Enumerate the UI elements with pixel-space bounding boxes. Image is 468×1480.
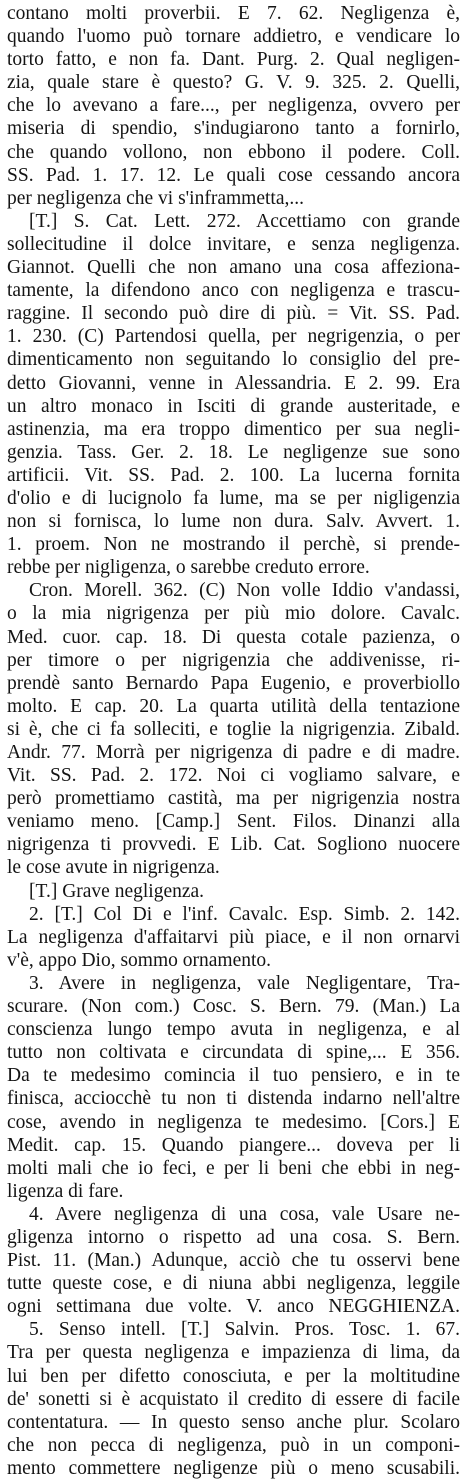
text-line: 3. Avere in negligenza, vale Negligentare, Tra-	[29, 972, 460, 994]
text-line: genzia. Tass. Ger. 2. 18. Le negligenze sue sono	[7, 441, 460, 463]
text-line: tutto non coltivata e circundata di spine,... E 356.	[7, 1042, 460, 1064]
text-line: de' sonetti si è acquistato il credito di essere di facile	[7, 1388, 460, 1410]
text-line: gligenza intorno o rispetto ad una cosa. S. Bern.	[7, 1226, 460, 1248]
text-line: miseria di spendio, s'indugiarono tanto a fornirlo,	[7, 118, 460, 140]
text-line: raggine. Il secondo può dire di più. = Vit. SS. Pad.	[7, 303, 460, 325]
text-line: tutte queste cose, e di niuna abbi negligenza, leggile	[7, 1273, 460, 1295]
text-line: si è, che ci fa solleciti, e toglie la nigrigenzia. Zibald.	[7, 718, 460, 740]
text-line: dimenticamento non seguitando lo consiglio del pre-	[7, 349, 460, 371]
text-line: 1. 230. (C) Partendosi quella, per negrigenzia, o per	[7, 326, 460, 348]
text-line: le cose avute in nigrigenza.	[7, 857, 220, 879]
text-line: Cron. Morell. 362. (C) Non volle Iddio v'andassi,	[29, 580, 460, 602]
text-line: nigrigenza ti provvedi. E Lib. Cat. Sogliono nuocere	[7, 834, 460, 856]
text-line: ligenza di fare.	[7, 1180, 124, 1202]
text-line: Tra per questa negligenza e impazienza di lima, da	[7, 1342, 460, 1364]
text-line: contentatura. — In questo senso anche plur. Scolaro	[7, 1411, 460, 1433]
text-line: Pist. 11. (Man.) Adunque, acciò che tu osservi bene	[7, 1250, 460, 1272]
text-line: rebbe per nigligenza, o sarebbe creduto errore.	[7, 557, 370, 579]
text-line: Giannot. Quelli che non amano una cosa affeziona-	[7, 257, 460, 279]
text-line: 1. proem. Non ne mostrando il perchè, si prende-	[7, 534, 460, 556]
text-line: artificii. Vit. SS. Pad. 2. 100. La lucerna fornita	[7, 464, 460, 486]
text-line: conscienza lungo tempo avuta in negligenza, e al	[7, 1019, 460, 1041]
text-line: contano molti proverbii. E 7. 62. Negligenza è,	[7, 3, 460, 24]
text-line: scurare. (Non com.) Cosc. S. Bern. 79. (Man.) La	[7, 996, 460, 1018]
text-line: 4. Avere negligenza di una cosa, vale Usare ne-	[29, 1203, 460, 1225]
text-line: torto fatto, e non fa. Dant. Purg. 2. Qual negligen-	[7, 49, 460, 71]
text-line: però promettiamo castità, ma per nigrigenzia nostra	[7, 788, 460, 810]
text-line: detto Giovanni, venne in Alessandria. E 2. 99. Era	[7, 372, 460, 394]
text-line: Vit. SS. Pad. 2. 172. Noi ci vogliamo salvare, e	[7, 765, 460, 787]
text-line: [T.] Grave negligenza.	[29, 880, 205, 902]
text-line: mento commettere negligenze più o meno scusabili.	[7, 1457, 460, 1479]
text-line: Med. cuor. cap. 18. Di questa cotale pazienza, o	[7, 626, 460, 648]
text-line: prendè santo Bernardo Papa Eugenio, e proverbiollo	[7, 672, 460, 694]
text-line: veniamo meno. [Camp.] Sent. Filos. Dinanzi alla	[7, 811, 460, 833]
text-line: 5. Senso intell. [T.] Salvin. Pros. Tosc. 1. 67.	[29, 1319, 460, 1341]
text-line: ogni settimana due volte. V. anco NEGGHIENZA.	[7, 1296, 460, 1318]
text-line: v'è, appo Dio, sommo ornamento.	[7, 949, 272, 971]
text-line: 2. [T.] Col Di e l'inf. Cavalc. Esp. Simb. 2. 142.	[29, 903, 460, 925]
text-line: d'olio e di lucignolo fa lume, ma se per nigligenzia	[7, 487, 460, 509]
text-line: molti mali che io feci, e per li beni che ebbi in neg-	[7, 1157, 460, 1179]
text-line: quando l'uomo può tornare addietro, e vendicare lo	[7, 26, 460, 48]
text-line: o la mia nigrigenza per più mio dolore. Cavalc.	[7, 603, 460, 625]
text-line: lui ben per difetto conosciuta, e per la moltitudine	[7, 1365, 460, 1387]
text-line: Da te medesimo comincia il tuo pensiero, e in te	[7, 1065, 460, 1087]
text-line: Medit. cap. 15. Quando piangere... doveva per li	[7, 1134, 460, 1156]
text-line: molto. E cap. 20. La quarta utilità della tentazione	[7, 695, 460, 717]
text-line: La negligenza d'affaitarvi più piace, e il non ornarvi	[7, 926, 460, 948]
text-line: astinenzia, ma era troppo dimentico per sua negli-	[7, 418, 460, 440]
text-line: un altro monaco in Isciti di grande austeritade, e	[7, 395, 460, 417]
text-line: Andr. 77. Morrà per nigrigenza di padre e di madre.	[7, 742, 460, 763]
text-line: sollecitudine il dolce invitare, e senza negligenza.	[7, 233, 460, 255]
text-line: per negligenza che vi s'inframmetta,...	[7, 187, 304, 209]
text-line: zia, quale stare è questo? G. V. 9. 325. 2. Quelli,	[7, 72, 460, 94]
text-line: che quando vollono, non ebbono il podere. Coll.	[7, 141, 460, 163]
text-line: [T.] S. Cat. Lett. 272. Accettiamo con grande	[29, 210, 460, 232]
text-line: tamente, la difendono anco con negligenza e trascu-	[7, 280, 460, 302]
text-line: che non pecca di negligenza, può in un componi-	[7, 1434, 460, 1456]
text-line: finisca, acciocchè tu non ti distenda indarno nell'altre	[7, 1088, 460, 1110]
text-line: che lo avevano a fare..., per negligenza, ovvero per	[7, 95, 460, 117]
text-line: per timore o per nigrigenzia che addivenisse, ri-	[7, 649, 460, 671]
text-line: cose, avendo in negligenza te medesimo. [Cors.] E	[7, 1111, 460, 1133]
text-line: non si fornisca, lo lume non dura. Salv. Avvert. 1.	[7, 511, 460, 533]
text-line: SS. Pad. 1. 17. 12. Le quali cose cessando ancora	[7, 164, 460, 186]
